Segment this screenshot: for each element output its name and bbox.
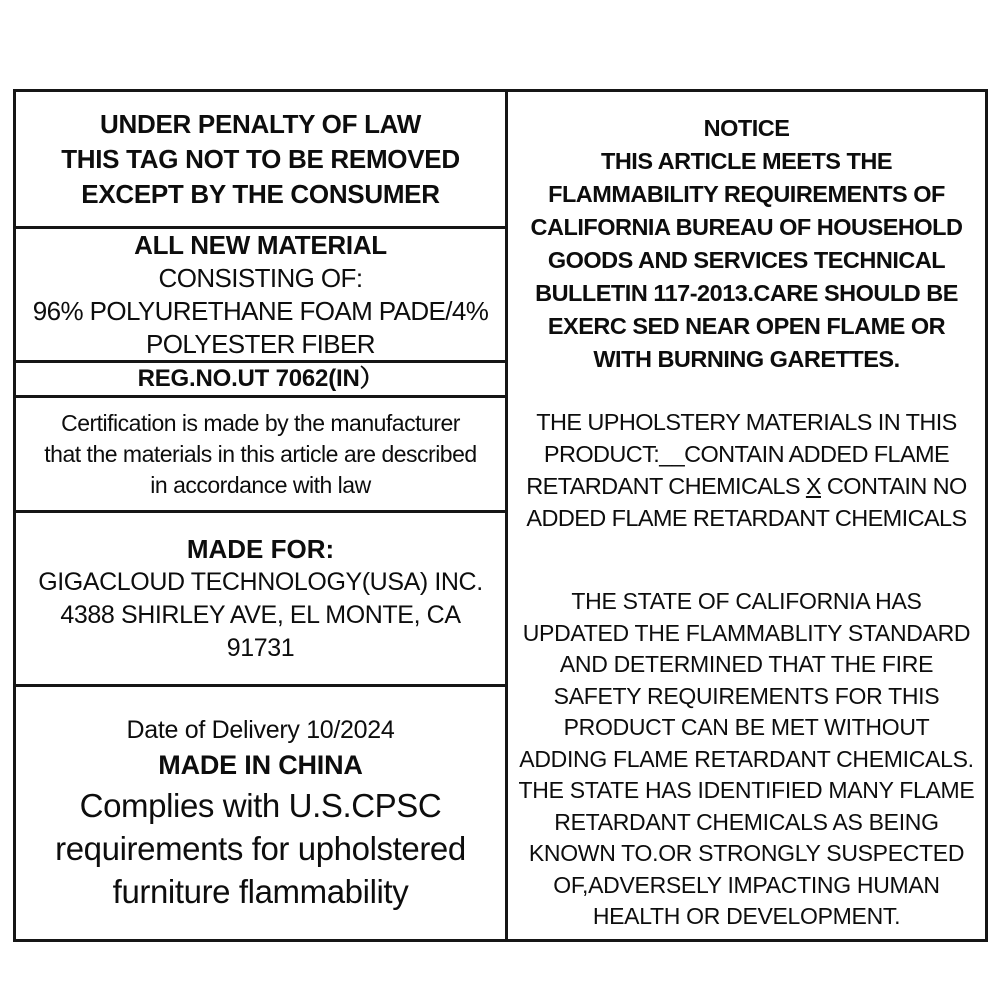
made-for-company: GIGACLOUD TECHNOLOGY(USA) INC.: [38, 568, 483, 596]
state-line: RETARDANT CHEMICALS AS BEING: [554, 808, 939, 835]
notice-line: FLAMMABILITY REQUIREMENTS OF: [548, 181, 945, 207]
origin-section: [16, 687, 505, 939]
materials-heading: ALL NEW MATERIAL: [134, 229, 387, 260]
state-line: SAFETY REQUIREMENTS FOR THIS: [553, 682, 940, 709]
made-for-zip: 91731: [226, 634, 295, 662]
cpsc-compliance-line: Complies with U.S.CPSC: [79, 787, 442, 824]
made-in-country: MADE IN CHINA: [158, 750, 363, 780]
retardant-x-mark: X: [805, 473, 821, 499]
certification-section: [16, 398, 505, 513]
penalty-notice-section: [16, 92, 505, 229]
state-line: PRODUCT CAN BE MET WITHOUT: [563, 714, 930, 740]
retardant-line-pre: RETARDANT CHEMICALS: [526, 473, 800, 499]
label-right-column: [508, 92, 985, 939]
made-for-section: [16, 513, 505, 687]
certification-line: in accordance with law: [150, 471, 371, 498]
penalty-line: EXCEPT BY THE CONSUMER: [81, 178, 440, 209]
certification-line: Certification is made by the manufacturer: [61, 409, 460, 436]
date-of-delivery: Date of Delivery 10/2024: [126, 716, 395, 744]
state-line: THE STATE HAS IDENTIFIED MANY FLAME: [518, 777, 975, 803]
cpsc-compliance-line: requirements for upholstered: [55, 830, 466, 867]
notice-line: BULLETIN 117-2013.CARE SHOULD BE: [535, 280, 958, 306]
state-line: THE STATE OF CALIFORNIA HAS: [571, 588, 922, 614]
notice-heading: NOTICE: [703, 115, 790, 141]
state-line: AND DETERMINED THAT THE FIRE: [559, 651, 934, 677]
penalty-line: UNDER PENALTY OF LAW: [100, 108, 421, 139]
notice-section: [508, 112, 985, 376]
materials-line: 96% POLYURETHANE FOAM PADE/4%: [32, 295, 489, 326]
state-line: HEALTH OR DEVELOPMENT.: [592, 903, 901, 929]
registration-number: REG.NO.UT 7062(IN）: [137, 365, 384, 392]
materials-section: [16, 229, 505, 363]
state-line: OF,ADVERSELY IMPACTING HUMAN: [553, 871, 940, 898]
retardant-line-with-mark: [508, 470, 985, 502]
retardant-line-post: CONTAIN NO: [826, 473, 967, 499]
notice-line: CALIFORNIA BUREAU OF HOUSEHOLD: [530, 214, 963, 240]
state-line: ADDING FLAME RETARDANT CHEMICALS.: [519, 745, 974, 772]
retardant-line: THE UPHOLSTERY MATERIALS IN THIS: [536, 409, 957, 435]
notice-line: WITH BURNING GARETTES.: [593, 346, 900, 372]
flame-retardant-status-section: [508, 406, 985, 534]
state-line: UPDATED THE FLAMMABLITY STANDARD: [522, 619, 971, 646]
registration-number-section: [16, 363, 505, 398]
cpsc-compliance-line: furniture flammability: [112, 873, 409, 910]
materials-line: CONSISTING OF:: [158, 262, 363, 293]
certification-line: that the materials in this article are described: [44, 440, 477, 467]
state-update-section: [508, 586, 985, 933]
penalty-line: THIS TAG NOT TO BE REMOVED: [61, 143, 460, 174]
notice-line: EXERC SED NEAR OPEN FLAME OR: [547, 313, 946, 339]
materials-line: POLYESTER FIBER: [146, 328, 375, 359]
made-for-heading: MADE FOR:: [186, 534, 335, 564]
notice-line: THIS ARTICLE MEETS THE: [600, 148, 893, 174]
retardant-line: ADDED FLAME RETARDANT CHEMICALS: [526, 505, 967, 531]
state-line: KNOWN TO.OR STRONGLY SUSPECTED: [528, 840, 965, 866]
label-left-column: [16, 92, 508, 939]
made-for-address: 4388 SHIRLEY AVE, EL MONTE, CA: [60, 601, 461, 629]
notice-line: GOODS AND SERVICES TECHNICAL: [547, 247, 946, 273]
law-label-tag: [13, 89, 988, 942]
retardant-line: PRODUCT:__CONTAIN ADDED FLAME: [543, 441, 950, 467]
